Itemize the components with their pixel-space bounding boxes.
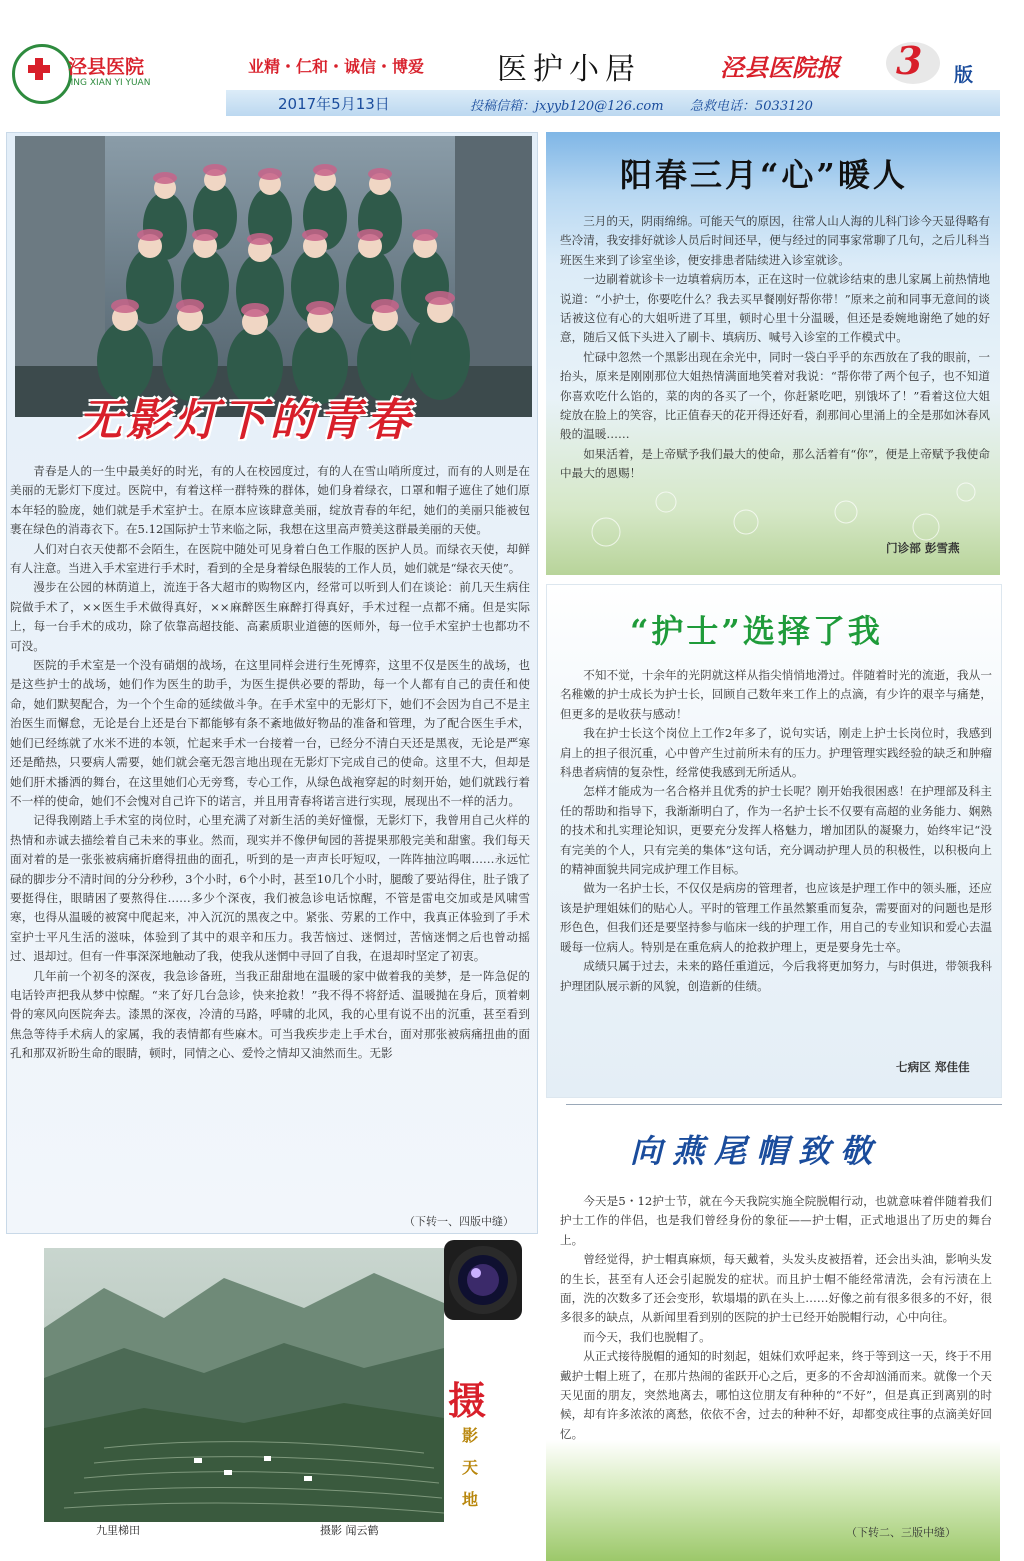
hospital-pinyin: JING XIAN YI YUAN — [68, 78, 151, 88]
photo-caption: 九里梯田 — [96, 1524, 140, 1537]
page-number: 3 — [896, 38, 923, 83]
issue-date: 2017年5月13日 — [278, 95, 390, 113]
nurse-group-photo — [15, 136, 532, 417]
article-body — [560, 212, 990, 484]
article-paragraph: 人们对白衣天使都不会陌生，在医院中随处可见身着白色工作服的医护人员。而绿衣天使，却鲜有人注意。当进入手术室进行手术时，看到的全是身着绿色服装的工作人员，她们就是“绿衣天使”。 — [10, 541, 530, 576]
masthead — [0, 0, 1024, 124]
article-paragraph: 从正式接待脱帽的通知的时刻起，姐妹们欢呼起来，终于等到这一天，终于不用戴护士帽上班了，在那片热闹的雀跃开心之后，更多的不舍却汹涌而来。就像一个天天见面的朋友，突然地离去，哪怕这位朋友有种种的“不好”，但是真正到离别的时候，却有许多浓浓的离愁，依依不舍，过去的种种不好，却都变成往事的点滴美好回忆。 — [560, 1349, 992, 1441]
article-paragraph: 记得我刚踏上手术室的岗位时，心里充满了对新生活的美好憧憬，无影灯下，我曾用自己火样的热情和赤诚去描绘着自己未来的事业。然而，现实并不像伊甸园的菩提果那般完美和甜蜜。我们每天面对着的是一张张被病痛折磨得扭曲的面孔，听到的是一声声长吁短叹，一阵阵抽泣呜咽……永远忙碌的脚步分不清时间的分分秒秒，3个小时，6个小时，甚至10几个小时，腿酸了要站得住，肚子饿了要挺得住，眼睛困了要熬得住……多少个深夜，我们被急诊电话惊醒，不管是雷电交加或是风啸雪寒，也得从温暖的被窝中爬起来，冲入沉沉的黑夜之中。紧张、劳累的工作中，我真正体验到了手术室护士平凡生活的滋味，体验到了其中的艰辛和压力。我苦恼过、迷惘过，苦恼迷惘之后也曾动摇过、退却过。但有一件事深深地触动了我，使我从迷惘中寻回了自我，在退却时坚定了初衷。 — [10, 813, 530, 964]
newspaper-name: 泾县医院报 — [720, 53, 840, 82]
submission-email: 投稿信箱：jxyyb120@126.com — [470, 99, 664, 114]
article-paragraph: 成绩只属于过去，未来的路任重道远，今后我将更加努力，与时俱进，带领我科护理团队展示新的风貌，创造新的佳绩。 — [560, 959, 992, 993]
article-title: 无影灯下的青春 — [78, 395, 414, 446]
hospital-motto: 业精・仁和・诚信・博爱 — [248, 57, 425, 76]
article-paragraph: 今天是5・12护士节，就在今天我院实施全院脱帽行动，也就意味着伴随着我们护士工作的伴侣，也是我们曾经身份的象征——护士帽，正式地退出了历史的舞台上。 — [560, 1194, 992, 1247]
article-paragraph: 曾经觉得，护士帽真麻烦，每天戴着，头发头皮被捂着，还会出头油，影响头发的生长，甚至有人还会引起脱发的症状。而且护士帽不能经常清洗，会有污渍在上面，洗的次数多了还会变形，软塌塌的趴在头上……好像之前有很多很多的不好，很多很多的缺点，从新闻里看到别的医院的护士已经开始脱帽行动，心中向往。 — [560, 1252, 992, 1325]
continued-note: （下转二、三版中缝） — [846, 1526, 956, 1539]
article-title: “护士”选择了我 — [630, 612, 883, 650]
red-cross-icon — [26, 56, 52, 82]
grass-decoration — [546, 1440, 1000, 1561]
article-title: 阳春三月“心”暖人 — [620, 156, 908, 194]
author-signature: 门诊部 彭雪燕 — [886, 541, 960, 555]
page-suffix: 版 — [954, 64, 974, 86]
article-body — [560, 666, 992, 996]
author-signature: 七病区 郑佳佳 — [896, 1060, 970, 1074]
continued-note: （下转一、四版中缝） — [404, 1215, 514, 1228]
photo-column-subtitle: 影天地 — [462, 1426, 479, 1509]
terraced-fields-photo — [44, 1248, 444, 1522]
photo-credit: 摄影 闻云鹤 — [320, 1524, 379, 1537]
emergency-phone: 急救电话：5033120 — [690, 99, 813, 114]
article-body — [560, 1192, 992, 1444]
article-paragraph: 一边刷着就诊卡一边填着病历本，正在这时一位就诊结束的患儿家属上前热情地说道：“小护士，你要吃什么？我去买早餐刚好帮你带！”原来之前和同事无意间的谈话被这位有心的大姐听进了耳里，顿时心里十分温暖，但还是委婉地谢绝了她的好意，随后又低下头进入了刷卡、填病历、喊号入诊室的工作模式中。 — [560, 272, 990, 345]
camera-lens-icon — [440, 1236, 526, 1324]
divider — [566, 1104, 1002, 1105]
article-paragraph: 几年前一个初冬的深夜，我急诊备班，当我正甜甜地在温暖的家中做着我的美梦，是一阵急促的电话铃声把我从梦中惊醒。“来了好几台急诊，快来抢救！”我不得不将舒适、温暖抛在身后，顶着刺骨的寒风向医院奔去。漆黑的深夜，冷清的马路，呼啸的北风，我的心里有说不出的沉重，甚至看到焦急等待手术病人的家属，我的表情都有些麻木。可当我疾步走上手术台，面对那张被病痛扭曲的面孔和那双祈盼生命的眼睛，顿时，同情之心、爱怜之情却又油然而生。无影 — [10, 968, 530, 1061]
article-paragraph: 而今天，我们也脱帽了。 — [583, 1329, 711, 1344]
hospital-name: 泾县医院 — [68, 56, 145, 78]
article-paragraph: 不知不觉，十余年的光阴就这样从指尖悄悄地滑过。伴随着时光的流逝，我从一名稚嫩的护士成长为护士长，回顾自己数年来工作上的点滴，有少许的艰辛与痛楚，但更多的是收获与感动！ — [560, 668, 992, 721]
section-title: 医护小居 — [497, 52, 641, 87]
article-paragraph: 我在护士长这个岗位上工作2年多了，说句实话，刚走上护士长岗位时，我感到肩上的担子很沉重，心中曾产生过前所未有的压力。护理管理实践经验的缺乏和肿瘤科患者病情的复杂性，经常使我感到无所适从。 — [560, 726, 992, 780]
article-title: 向燕尾帽致敬 — [630, 1132, 883, 1170]
photo-column-title: 摄 — [448, 1378, 487, 1423]
article-paragraph: 忙碌中忽然一个黑影出现在余光中，同时一袋白乎乎的东西放在了我的眼前，一抬头，原来是刚刚那位大姐热情满面地笑着对我说：“帮你带了两个包子，也不知道你喜欢吃什么馅的，菜的肉的各买了一个，你赶紧吃吧，别饿坏了！”看着这位大姐绽放在脸上的笑容，比正值春天的花开得还好看，刹那间心里涌上的全是那如沐春风般的温暖…… — [560, 349, 990, 442]
article-body — [10, 462, 530, 1064]
article-paragraph: 医院的手术室是一个没有硝烟的战场，在这里同样会进行生死博弈，这里不仅是医生的战场，也是这些护士的战场，她们作为医生的助手，为医生提供必要的帮助，每一个人都有自己的责任和使命，她们默契配合，为一个个生命的延续做斗争。在手术室中的无影灯下，她们不会因为自己不是主治医生而懈怠，无论是台上还是台下都能够有条不紊地做好物品的准备和管理，为了配合医生手术，她们已经练就了水米不进的本领，忙起来手术一台接着一台，已经分不清白天还是黑夜，无论是严寒还是酷热，只要病人需要，她们就会毫无怨言地出现在无影灯下完成自己的使命。这里不大，但却是她们肝术播洒的舞台，在这里她们心无旁骛，专心工作，从绿色战袍穿起的时刻开始，她们就践行着不一样的使命，她们不会愧对自己许下的诺言，并且用青春将诺言进行实现，展现出不一样的活力。 — [10, 658, 530, 808]
article-paragraph: 怎样才能成为一名合格并且优秀的护士长呢？刚开始我很困惑！在护理部及科主任的帮助和指导下，我渐渐明白了，作为一名护士长不仅要有高超的业务能力、娴熟的技术和扎实理论知识，更要充分发挥人格魅力，增加团队的凝聚力，始终牢记“没有完美的个人，只有完美的集体”这句话，充分调动护理人员的积极性，以积极向上的精神面貌共同完成护理工作目标。 — [560, 784, 992, 877]
article-paragraph: 做为一名护士长，不仅仅是病房的管理者，也应该是护理工作中的领头雁，还应该是护理姐妹们的贴心人。平时的管理工作虽然繁重而复杂，需要面对的问题也是形形色色，但我们还是要坚持参与临床一线的护理工作，用自己的专业知识和爱心去温暖每一位病人。特别是在重危病人的抢救护理上，更是要身先士卒。 — [560, 881, 992, 954]
article-paragraph: 三月的天，阴雨绵绵。可能天气的原因，往常人山人海的儿科门诊今天显得略有些冷清，我安排好就诊人员后时间还早，便与经过的同事家常聊了几句，之后儿科当班医生来到了诊室坐诊，便安排患者陆续进入诊室就诊。 — [560, 214, 990, 267]
article-paragraph: 漫步在公园的林荫道上，流连于各大超市的购物区内，经常可以听到人们在谈论：前几天生病住院做手术了，××医生手术做得真好，××麻醉医生麻醉打得真好，手术过程一点都不痛。但是实际上，每一台手术的成功，除了依靠高超技能、高素质职业道德的医师外，每一位手术室护士也都功不可没。 — [10, 580, 530, 653]
article-paragraph: 青春是人的一生中最美好的时光，有的人在校园度过，有的人在雪山哨所度过，而有的人则是在美丽的无影灯下度过。医院中，有着这样一群特殊的群体，她们身着绿衣，口罩和帽子遮住了她们原本年轻的脸庞，她们就是手术室护士。在原本应该肆意美丽，绽放青春的年纪，她们的美丽只能被包裹在绿色的消毒衣下。在5.12国际护士节来临之际，我想在这里高声赞美这群最美丽的天使。 — [10, 464, 530, 537]
article-paragraph: 如果活着，是上帝赋予我们最大的使命，那么活着有“你”，便是上帝赋予我使命中最大的恩赐！ — [560, 446, 990, 481]
